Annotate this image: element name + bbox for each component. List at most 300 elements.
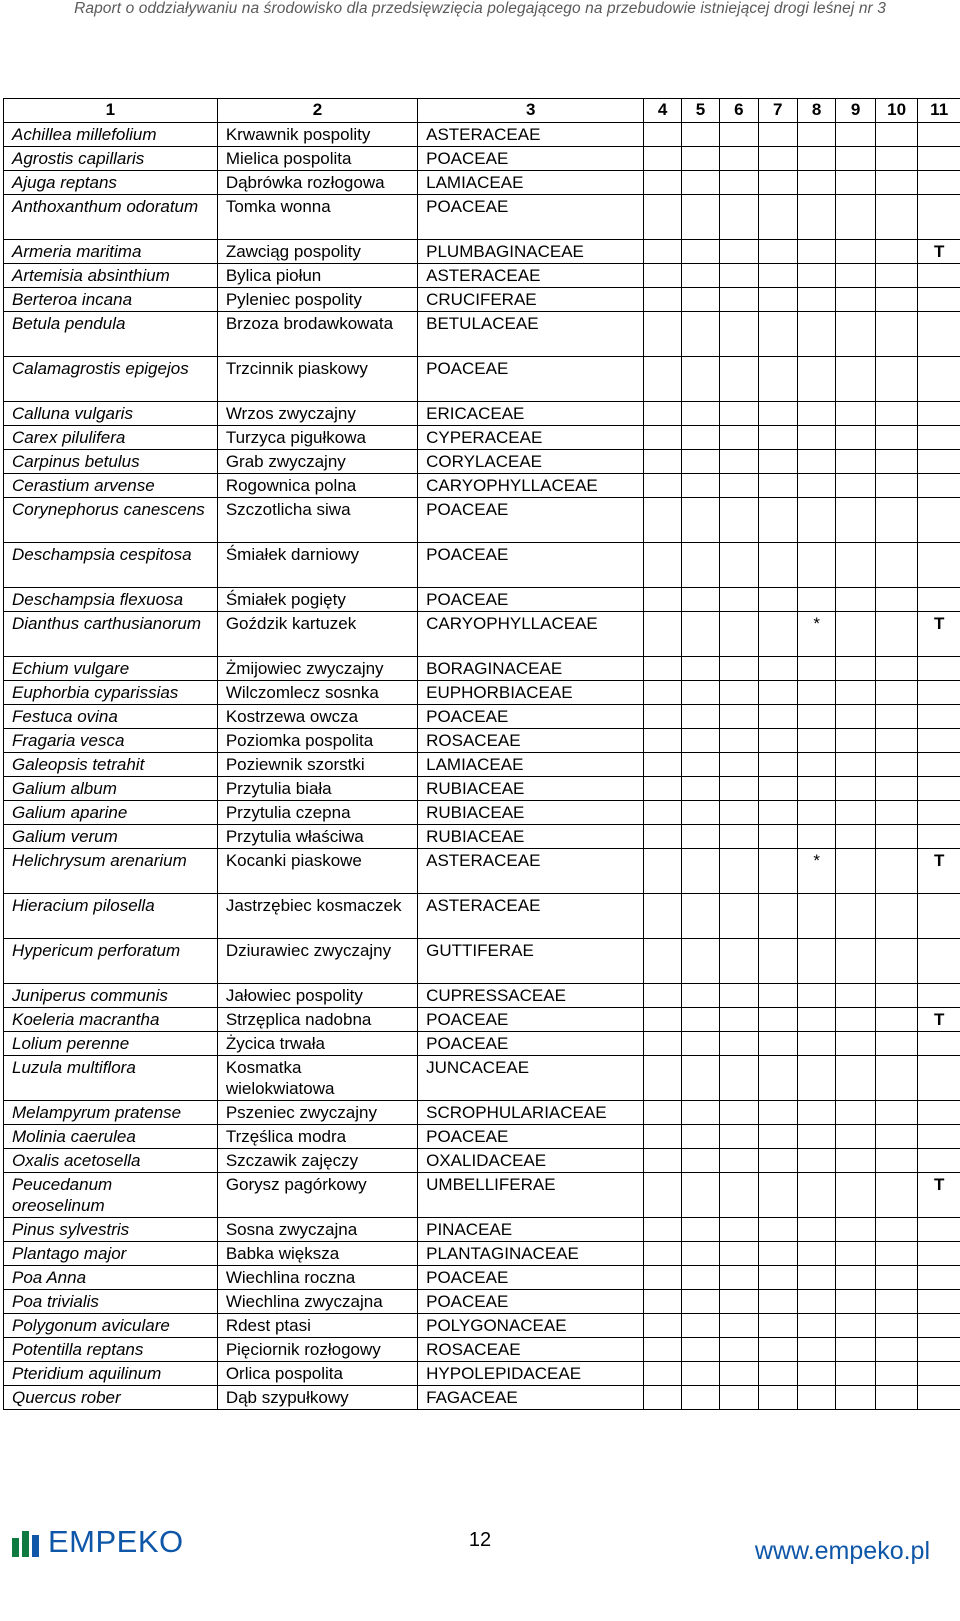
column-10-cell bbox=[875, 612, 918, 657]
column-10-cell bbox=[875, 753, 918, 777]
column-8-cell bbox=[797, 1149, 835, 1173]
column-9-cell bbox=[836, 1290, 875, 1314]
family-cell: CRUCIFERAE bbox=[418, 288, 644, 312]
column-9-cell bbox=[836, 1386, 875, 1410]
column-11-cell bbox=[918, 939, 960, 984]
column-10-cell bbox=[875, 426, 918, 450]
polish-name-cell: Strzęplica nadobna bbox=[217, 1008, 417, 1032]
column-4-cell bbox=[644, 681, 681, 705]
table-row bbox=[4, 849, 960, 894]
column-9-cell bbox=[836, 426, 875, 450]
table-row bbox=[4, 894, 960, 939]
table-row bbox=[4, 753, 960, 777]
polish-name-cell: Kosmatka wielokwiatowa bbox=[217, 1056, 417, 1101]
table-row bbox=[4, 984, 960, 1008]
latin-name-cell: Pinus sylvestris bbox=[4, 1218, 218, 1242]
page-number: 12 bbox=[468, 1529, 492, 1551]
family-cell: CARYOPHYLLACEAE bbox=[418, 612, 644, 657]
column-5-cell bbox=[681, 1266, 719, 1290]
column-4-cell bbox=[644, 240, 681, 264]
column-5-cell bbox=[681, 681, 719, 705]
column-10-cell bbox=[875, 1386, 918, 1410]
latin-name-cell: Hypericum perforatum bbox=[4, 939, 218, 984]
column-5-cell bbox=[681, 801, 719, 825]
latin-name-cell: Ajuga reptans bbox=[4, 171, 218, 195]
column-6-cell bbox=[720, 588, 758, 612]
column-5-cell bbox=[681, 312, 719, 357]
column-7-cell bbox=[758, 1101, 797, 1125]
column-4-cell bbox=[644, 1149, 681, 1173]
family-cell: POACEAE bbox=[418, 195, 644, 240]
column-10-cell bbox=[875, 1173, 918, 1218]
family-cell: ASTERACEAE bbox=[418, 264, 644, 288]
column-7-cell bbox=[758, 894, 797, 939]
column-5-cell bbox=[681, 825, 719, 849]
latin-name-cell: Euphorbia cyparissias bbox=[4, 681, 218, 705]
column-10-cell bbox=[875, 1266, 918, 1290]
table-row bbox=[4, 612, 960, 657]
family-cell: BETULACEAE bbox=[418, 312, 644, 357]
column-11-cell bbox=[918, 1290, 960, 1314]
column-6-cell bbox=[720, 1314, 758, 1338]
table-row bbox=[4, 240, 960, 264]
column-5-cell bbox=[681, 1290, 719, 1314]
family-cell: POACEAE bbox=[418, 543, 644, 588]
column-7-cell bbox=[758, 1362, 797, 1386]
column-10-cell bbox=[875, 240, 918, 264]
column-4-cell bbox=[644, 1290, 681, 1314]
family-cell: POACEAE bbox=[418, 498, 644, 543]
column-6-cell bbox=[720, 1125, 758, 1149]
family-cell: SCROPHULARIACEAE bbox=[418, 1101, 644, 1125]
column-8-cell bbox=[797, 1125, 835, 1149]
table-row bbox=[4, 588, 960, 612]
column-4-cell bbox=[644, 1386, 681, 1410]
column-7-cell bbox=[758, 240, 797, 264]
column-5-cell bbox=[681, 1242, 719, 1266]
column-6-cell bbox=[720, 312, 758, 357]
column-11-cell bbox=[918, 195, 960, 240]
column-8-cell bbox=[797, 729, 835, 753]
column-8-cell bbox=[797, 195, 835, 240]
column-11-cell bbox=[918, 312, 960, 357]
polish-name-cell: Kostrzewa owcza bbox=[217, 705, 417, 729]
latin-name-cell: Juniperus communis bbox=[4, 984, 218, 1008]
table-row bbox=[4, 705, 960, 729]
family-cell: GUTTIFERAE bbox=[418, 939, 644, 984]
column-5-cell bbox=[681, 1173, 719, 1218]
column-11-cell: T bbox=[918, 1008, 960, 1032]
column-7-cell bbox=[758, 312, 797, 357]
column-6-cell bbox=[720, 1149, 758, 1173]
column-8-cell bbox=[797, 1242, 835, 1266]
page-header: Raport o oddziaływaniu na środowisko dla przedsięwzięcia polegającego na przebudowie istniejącej drogi leśnej nr 3 bbox=[74, 0, 886, 17]
table-row bbox=[4, 825, 960, 849]
column-header-5: 5 bbox=[681, 99, 719, 123]
polish-name-cell: Szczotlicha siwa bbox=[217, 498, 417, 543]
column-10-cell bbox=[875, 1218, 918, 1242]
latin-name-cell: Galium aparine bbox=[4, 801, 218, 825]
family-cell: POACEAE bbox=[418, 147, 644, 171]
column-6-cell bbox=[720, 1386, 758, 1410]
column-6-cell bbox=[720, 543, 758, 588]
column-6-cell bbox=[720, 1173, 758, 1218]
table-row bbox=[4, 1266, 960, 1290]
column-5-cell bbox=[681, 402, 719, 426]
column-11-cell bbox=[918, 1056, 960, 1101]
column-7-cell bbox=[758, 1338, 797, 1362]
column-8-cell bbox=[797, 753, 835, 777]
latin-name-cell: Echium vulgare bbox=[4, 657, 218, 681]
column-8-cell bbox=[797, 1032, 835, 1056]
column-10-cell bbox=[875, 123, 918, 147]
column-4-cell bbox=[644, 1173, 681, 1218]
family-cell: ASTERACEAE bbox=[418, 894, 644, 939]
table-row bbox=[4, 777, 960, 801]
column-7-cell bbox=[758, 657, 797, 681]
column-4-cell bbox=[644, 312, 681, 357]
column-8-cell: * bbox=[797, 849, 835, 894]
column-11-cell bbox=[918, 474, 960, 498]
column-5-cell bbox=[681, 894, 719, 939]
column-6-cell bbox=[720, 402, 758, 426]
column-8-cell bbox=[797, 357, 835, 402]
table-row bbox=[4, 681, 960, 705]
column-4-cell bbox=[644, 825, 681, 849]
column-4-cell bbox=[644, 1032, 681, 1056]
column-9-cell bbox=[836, 681, 875, 705]
column-11-cell: T bbox=[918, 849, 960, 894]
family-cell: POLYGONACEAE bbox=[418, 1314, 644, 1338]
latin-name-cell: Dianthus carthusianorum bbox=[4, 612, 218, 657]
column-9-cell bbox=[836, 612, 875, 657]
column-9-cell bbox=[836, 1101, 875, 1125]
column-10-cell bbox=[875, 1125, 918, 1149]
column-7-cell bbox=[758, 939, 797, 984]
table-row bbox=[4, 1338, 960, 1362]
family-cell: BORAGINACEAE bbox=[418, 657, 644, 681]
column-4-cell bbox=[644, 123, 681, 147]
column-5-cell bbox=[681, 777, 719, 801]
table-row bbox=[4, 450, 960, 474]
latin-name-cell: Peucedanum oreoselinum bbox=[4, 1173, 218, 1218]
column-9-cell bbox=[836, 894, 875, 939]
family-cell: POACEAE bbox=[418, 1266, 644, 1290]
polish-name-cell: Żmijowiec zwyczajny bbox=[217, 657, 417, 681]
column-6-cell bbox=[720, 825, 758, 849]
column-11-cell bbox=[918, 657, 960, 681]
column-4-cell bbox=[644, 588, 681, 612]
column-7-cell bbox=[758, 612, 797, 657]
column-5-cell bbox=[681, 1218, 719, 1242]
column-6-cell bbox=[720, 681, 758, 705]
column-8-cell bbox=[797, 264, 835, 288]
column-7-cell bbox=[758, 402, 797, 426]
column-9-cell bbox=[836, 543, 875, 588]
table-row bbox=[4, 264, 960, 288]
column-11-cell bbox=[918, 1125, 960, 1149]
column-5-cell bbox=[681, 426, 719, 450]
column-9-cell bbox=[836, 288, 875, 312]
column-7-cell bbox=[758, 1386, 797, 1410]
column-8-cell bbox=[797, 1008, 835, 1032]
family-cell: POACEAE bbox=[418, 1008, 644, 1032]
column-5-cell bbox=[681, 171, 719, 195]
family-cell: OXALIDACEAE bbox=[418, 1149, 644, 1173]
column-4-cell bbox=[644, 1218, 681, 1242]
table-row bbox=[4, 1032, 960, 1056]
column-5-cell bbox=[681, 288, 719, 312]
column-5-cell bbox=[681, 357, 719, 402]
polish-name-cell: Grab zwyczajny bbox=[217, 450, 417, 474]
column-4-cell bbox=[644, 426, 681, 450]
column-5-cell bbox=[681, 753, 719, 777]
column-4-cell bbox=[644, 1242, 681, 1266]
column-10-cell bbox=[875, 1032, 918, 1056]
website-url: www.empeko.pl bbox=[754, 1537, 930, 1565]
column-6-cell bbox=[720, 777, 758, 801]
latin-name-cell: Lolium perenne bbox=[4, 1032, 218, 1056]
table-row bbox=[4, 1242, 960, 1266]
column-11-cell bbox=[918, 1338, 960, 1362]
column-9-cell bbox=[836, 1032, 875, 1056]
family-cell: CYPERACEAE bbox=[418, 426, 644, 450]
family-cell: POACEAE bbox=[418, 588, 644, 612]
table-row bbox=[4, 1362, 960, 1386]
column-8-cell bbox=[797, 312, 835, 357]
family-cell: FAGACEAE bbox=[418, 1386, 644, 1410]
column-6-cell bbox=[720, 1242, 758, 1266]
column-4-cell bbox=[644, 849, 681, 894]
column-11-cell bbox=[918, 681, 960, 705]
family-cell: POACEAE bbox=[418, 1290, 644, 1314]
column-11-cell bbox=[918, 147, 960, 171]
table-row bbox=[4, 1386, 960, 1410]
column-11-cell bbox=[918, 498, 960, 543]
latin-name-cell: Artemisia absinthium bbox=[4, 264, 218, 288]
family-cell: POACEAE bbox=[418, 1032, 644, 1056]
column-9-cell bbox=[836, 402, 875, 426]
logo-text: EMPEKO bbox=[48, 1524, 184, 1559]
column-8-cell bbox=[797, 171, 835, 195]
column-6-cell bbox=[720, 357, 758, 402]
polish-name-cell: Szczawik zajęczy bbox=[217, 1149, 417, 1173]
column-4-cell bbox=[644, 450, 681, 474]
column-7-cell bbox=[758, 498, 797, 543]
polish-name-cell: Jastrzębiec kosmaczek bbox=[217, 894, 417, 939]
column-10-cell bbox=[875, 894, 918, 939]
family-cell: PLANTAGINACEAE bbox=[418, 1242, 644, 1266]
polish-name-cell: Wilczomlecz sosnka bbox=[217, 681, 417, 705]
polish-name-cell: Przytulia właściwa bbox=[217, 825, 417, 849]
column-9-cell bbox=[836, 450, 875, 474]
column-11-cell bbox=[918, 1266, 960, 1290]
polish-name-cell: Pyleniec pospolity bbox=[217, 288, 417, 312]
table-row bbox=[4, 426, 960, 450]
column-4-cell bbox=[644, 1314, 681, 1338]
column-9-cell bbox=[836, 705, 875, 729]
family-cell: JUNCACEAE bbox=[418, 1056, 644, 1101]
latin-name-cell: Pteridium aquilinum bbox=[4, 1362, 218, 1386]
column-11-cell bbox=[918, 801, 960, 825]
column-5-cell bbox=[681, 939, 719, 984]
polish-name-cell: Mielica pospolita bbox=[217, 147, 417, 171]
column-9-cell bbox=[836, 939, 875, 984]
column-11-cell bbox=[918, 426, 960, 450]
column-11-cell bbox=[918, 288, 960, 312]
column-10-cell bbox=[875, 1338, 918, 1362]
column-11-cell bbox=[918, 984, 960, 1008]
column-7-cell bbox=[758, 849, 797, 894]
table-row bbox=[4, 801, 960, 825]
column-6-cell bbox=[720, 1290, 758, 1314]
family-cell: LAMIACEAE bbox=[418, 753, 644, 777]
column-10-cell bbox=[875, 171, 918, 195]
table-row bbox=[4, 474, 960, 498]
column-10-cell bbox=[875, 312, 918, 357]
latin-name-cell: Molinia caerulea bbox=[4, 1125, 218, 1149]
column-9-cell bbox=[836, 1056, 875, 1101]
column-6-cell bbox=[720, 984, 758, 1008]
column-9-cell bbox=[836, 1362, 875, 1386]
column-9-cell bbox=[836, 1149, 875, 1173]
column-7-cell bbox=[758, 474, 797, 498]
column-9-cell bbox=[836, 729, 875, 753]
column-6-cell bbox=[720, 195, 758, 240]
table-row bbox=[4, 543, 960, 588]
column-7-cell bbox=[758, 195, 797, 240]
column-10-cell bbox=[875, 543, 918, 588]
table-row bbox=[4, 1173, 960, 1218]
family-cell: POACEAE bbox=[418, 1125, 644, 1149]
column-header-7: 7 bbox=[758, 99, 797, 123]
latin-name-cell: Corynephorus canescens bbox=[4, 498, 218, 543]
family-cell: PINACEAE bbox=[418, 1218, 644, 1242]
column-7-cell bbox=[758, 357, 797, 402]
family-cell: ERICACEAE bbox=[418, 402, 644, 426]
column-4-cell bbox=[644, 777, 681, 801]
column-8-cell bbox=[797, 123, 835, 147]
column-6-cell bbox=[720, 894, 758, 939]
table-row bbox=[4, 312, 960, 357]
column-5-cell bbox=[681, 1362, 719, 1386]
column-5-cell bbox=[681, 657, 719, 681]
column-10-cell bbox=[875, 939, 918, 984]
family-cell: LAMIACEAE bbox=[418, 171, 644, 195]
column-10-cell bbox=[875, 474, 918, 498]
polish-name-cell: Wiechlina roczna bbox=[217, 1266, 417, 1290]
column-4-cell bbox=[644, 705, 681, 729]
column-6-cell bbox=[720, 1008, 758, 1032]
column-7-cell bbox=[758, 705, 797, 729]
column-11-cell bbox=[918, 402, 960, 426]
polish-name-cell: Dziurawiec zwyczajny bbox=[217, 939, 417, 984]
column-10-cell bbox=[875, 1314, 918, 1338]
polish-name-cell: Dąb szypułkowy bbox=[217, 1386, 417, 1410]
column-7-cell bbox=[758, 681, 797, 705]
latin-name-cell: Oxalis acetosella bbox=[4, 1149, 218, 1173]
column-5-cell bbox=[681, 1149, 719, 1173]
column-8-cell bbox=[797, 657, 835, 681]
polish-name-cell: Pięciornik rozłogowy bbox=[217, 1338, 417, 1362]
column-9-cell bbox=[836, 1266, 875, 1290]
column-header-2: 2 bbox=[217, 99, 417, 123]
polish-name-cell: Brzoza brodawkowata bbox=[217, 312, 417, 357]
column-5-cell bbox=[681, 240, 719, 264]
column-10-cell bbox=[875, 1101, 918, 1125]
column-10-cell bbox=[875, 588, 918, 612]
column-4-cell bbox=[644, 801, 681, 825]
polish-name-cell: Przytulia czepna bbox=[217, 801, 417, 825]
polish-name-cell: Kocanki piaskowe bbox=[217, 849, 417, 894]
column-11-cell bbox=[918, 1242, 960, 1266]
column-7-cell bbox=[758, 1242, 797, 1266]
table-row bbox=[4, 1008, 960, 1032]
column-7-cell bbox=[758, 825, 797, 849]
column-6-cell bbox=[720, 1218, 758, 1242]
column-6-cell bbox=[720, 240, 758, 264]
table-row bbox=[4, 657, 960, 681]
column-8-cell bbox=[797, 426, 835, 450]
column-7-cell bbox=[758, 1266, 797, 1290]
column-11-cell bbox=[918, 1218, 960, 1242]
column-11-cell bbox=[918, 171, 960, 195]
column-8-cell bbox=[797, 474, 835, 498]
column-6-cell bbox=[720, 849, 758, 894]
column-8-cell bbox=[797, 147, 835, 171]
column-9-cell bbox=[836, 849, 875, 894]
column-header-4: 4 bbox=[644, 99, 681, 123]
polish-name-cell: Wiechlina zwyczajna bbox=[217, 1290, 417, 1314]
column-8-cell bbox=[797, 894, 835, 939]
column-5-cell bbox=[681, 1314, 719, 1338]
table-row bbox=[4, 1125, 960, 1149]
table-row bbox=[4, 195, 960, 240]
column-8-cell bbox=[797, 1362, 835, 1386]
latin-name-cell: Galium album bbox=[4, 777, 218, 801]
column-6-cell bbox=[720, 1266, 758, 1290]
latin-name-cell: Betula pendula bbox=[4, 312, 218, 357]
polish-name-cell: Turzyca pigułkowa bbox=[217, 426, 417, 450]
column-7-cell bbox=[758, 588, 797, 612]
family-cell: CORYLACEAE bbox=[418, 450, 644, 474]
latin-name-cell: Koeleria macrantha bbox=[4, 1008, 218, 1032]
latin-name-cell: Calluna vulgaris bbox=[4, 402, 218, 426]
column-header-1: 1 bbox=[4, 99, 218, 123]
family-cell: ROSACEAE bbox=[418, 729, 644, 753]
polish-name-cell: Życica trwała bbox=[217, 1032, 417, 1056]
column-7-cell bbox=[758, 147, 797, 171]
column-7-cell bbox=[758, 1290, 797, 1314]
column-7-cell bbox=[758, 426, 797, 450]
column-11-cell bbox=[918, 705, 960, 729]
column-4-cell bbox=[644, 1362, 681, 1386]
family-cell: HYPOLEPIDACEAE bbox=[418, 1362, 644, 1386]
column-11-cell bbox=[918, 357, 960, 402]
column-10-cell bbox=[875, 657, 918, 681]
column-4-cell bbox=[644, 147, 681, 171]
polish-name-cell: Jałowiec pospolity bbox=[217, 984, 417, 1008]
column-5-cell bbox=[681, 1008, 719, 1032]
latin-name-cell: Deschampsia cespitosa bbox=[4, 543, 218, 588]
column-10-cell bbox=[875, 777, 918, 801]
column-11-cell: T bbox=[918, 1173, 960, 1218]
column-header-10: 10 bbox=[875, 99, 918, 123]
column-6-cell bbox=[720, 1056, 758, 1101]
column-7-cell bbox=[758, 1314, 797, 1338]
polish-name-cell: Goździk kartuzek bbox=[217, 612, 417, 657]
column-4-cell bbox=[644, 1101, 681, 1125]
